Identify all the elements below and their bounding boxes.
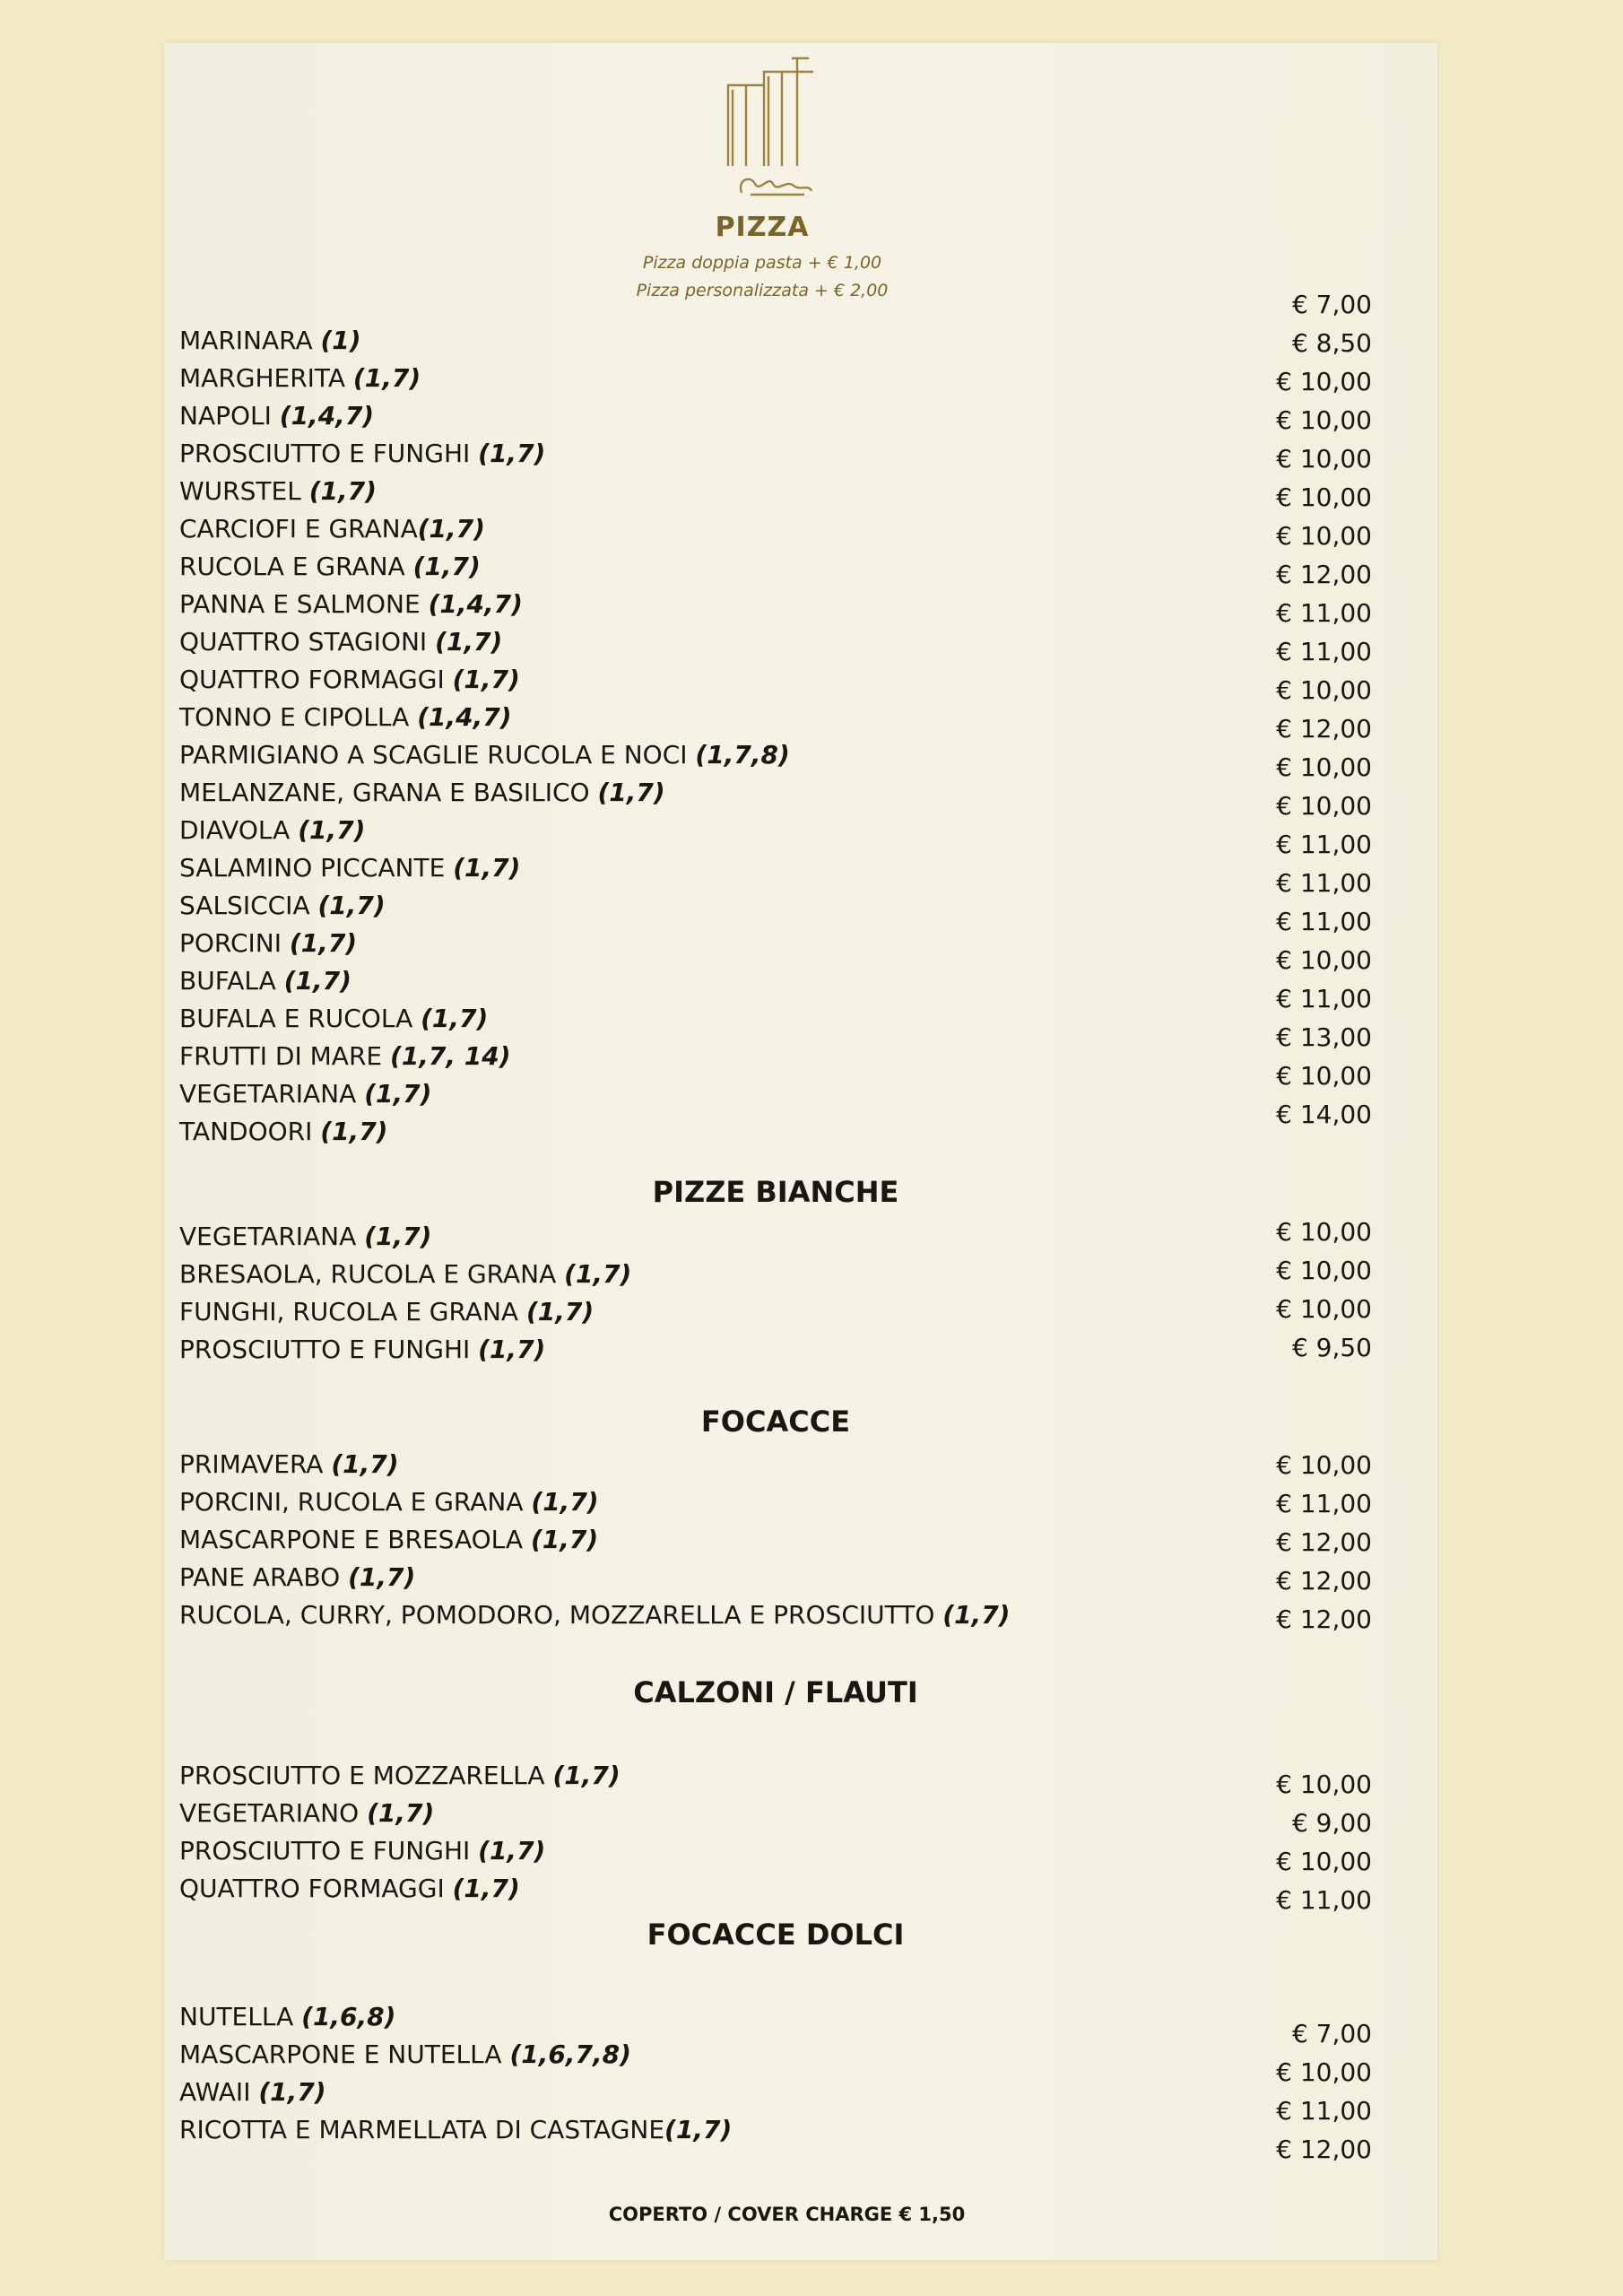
menu-item: PORCINI (1,7) [179, 928, 358, 958]
calzoni-prices [1276, 1765, 1372, 1919]
menu-item: WURSTEL (1,7) [179, 476, 377, 506]
menu-item: NUTELLA (1,6,8) [179, 2002, 396, 2031]
menu-item: PROSCIUTTO E FUNGHI (1,7) [179, 439, 546, 468]
menu-item: PROSCIUTTO E FUNGHI (1,7) [179, 1335, 546, 1364]
pizze-bianche-title: PIZZE BIANCHE [652, 1175, 899, 1209]
menu-item: MASCARPONE E NUTELLA (1,6,7,8) [179, 2039, 631, 2069]
double-dough-note: Pizza doppia pasta + € 1,00 [642, 253, 882, 273]
focacce-title: FOCACCE [700, 1405, 851, 1439]
price: € 11,00 [1276, 598, 1372, 628]
pizza-section-title: PIZZA [715, 212, 810, 243]
price: € 11,00 [1276, 907, 1372, 936]
price: € 10,00 [1276, 752, 1372, 782]
menu-item: QUATTRO FORMAGGI (1,7) [179, 665, 520, 694]
price: € 9,00 [1291, 1808, 1372, 1838]
menu-item: QUATTRO STAGIONI (1,7) [179, 627, 503, 657]
pizza-prices [1276, 285, 1372, 1134]
menu-item: MARINARA (1) [179, 326, 361, 355]
menu-item: QUATTRO FORMAGGI (1,7) [179, 1874, 520, 1903]
menu-item: PRIMAVERA (1,7) [179, 1449, 399, 1479]
price: € 10,00 [1276, 1217, 1372, 1247]
price: € 10,00 [1276, 367, 1372, 396]
price: € 10,00 [1276, 444, 1372, 474]
price: € 11,00 [1276, 984, 1372, 1013]
menu-item: BUFALA (1,7) [179, 966, 352, 996]
menu-item: AWAII (1,7) [179, 2077, 326, 2107]
price: € 12,00 [1276, 1566, 1372, 1596]
pizze-bianche-prices [1276, 1213, 1372, 1367]
focacce-dolci-prices [1276, 2014, 1372, 2169]
price: € 11,00 [1276, 637, 1372, 666]
menu-item: SALSICCIA (1,7) [179, 891, 386, 920]
menu-item: DIAVOLA (1,7) [179, 815, 366, 845]
focacce-dolci-title: FOCACCE DOLCI [647, 1918, 905, 1952]
menu-item: PORCINI, RUCOLA E GRANA (1,7) [179, 1487, 599, 1517]
menu-item: SALAMINO PICCANTE (1,7) [179, 853, 521, 883]
price: € 11,00 [1276, 1885, 1372, 1915]
menu-item: BRESAOLA, RUCOLA E GRANA (1,7) [179, 1259, 632, 1289]
price: € 10,00 [1276, 2057, 1372, 2087]
price: € 10,00 [1276, 1061, 1372, 1091]
menu-item: TONNO E CIPOLLA (1,4,7) [179, 702, 512, 732]
price: € 12,00 [1276, 2135, 1372, 2164]
price: € 7,00 [1291, 290, 1372, 319]
cover-charge: COPERTO / COVER CHARGE € 1,50 [608, 2204, 966, 2225]
menu-item: MARGHERITA (1,7) [179, 363, 421, 393]
price: € 10,00 [1276, 1450, 1372, 1480]
menu-item: FRUTTI DI MARE (1,7, 14) [179, 1041, 511, 1071]
price: € 12,00 [1276, 1605, 1372, 1634]
menu-item: MASCARPONE E BRESAOLA (1,7) [179, 1525, 599, 1554]
menu-item: PROSCIUTTO E FUNGHI (1,7) [179, 1836, 546, 1866]
price: € 14,00 [1276, 1100, 1372, 1129]
menu-item: FUNGHI, RUCOLA E GRANA (1,7) [179, 1297, 595, 1326]
menu-item: CARCIOFI E GRANA(1,7) [179, 514, 485, 544]
price: € 12,00 [1276, 560, 1372, 589]
price: € 11,00 [1276, 830, 1372, 859]
price: € 10,00 [1276, 1256, 1372, 1285]
price: € 10,00 [1276, 945, 1372, 975]
price: € 10,00 [1276, 405, 1372, 435]
calzoni-title: CALZONI / FLAUTI [633, 1675, 918, 1709]
price: € 13,00 [1276, 1022, 1372, 1052]
menu-item: PROSCIUTTO E MOZZARELLA (1,7) [179, 1761, 621, 1790]
price: € 8,50 [1291, 328, 1372, 358]
menu-item: VEGETARIANA (1,7) [179, 1079, 432, 1109]
price: € 7,00 [1291, 2019, 1372, 2048]
menu-item: PANNA E SALMONE (1,4,7) [179, 589, 523, 619]
custom-pizza-note: Pizza personalizzata + € 2,00 [636, 281, 889, 300]
price: € 10,00 [1276, 521, 1372, 551]
price: € 11,00 [1276, 868, 1372, 898]
menu-item: PARMIGIANO A SCAGLIE RUCOLA E NOCI (1,7,8) [179, 740, 790, 770]
menu-item: PANE ARABO (1,7) [179, 1562, 416, 1592]
price: € 12,00 [1276, 1527, 1372, 1557]
price: € 9,50 [1291, 1333, 1372, 1362]
menu-item: BUFALA E RUCOLA (1,7) [179, 1004, 489, 1033]
price: € 10,00 [1276, 1294, 1372, 1324]
price: € 10,00 [1276, 675, 1372, 705]
menu-item: RUCOLA, CURRY, POMODORO, MOZZARELLA E PROSCIUTTO (1,7) [179, 1600, 1011, 1630]
focacce-prices [1276, 1446, 1372, 1639]
price: € 12,00 [1276, 714, 1372, 744]
menu-item: RUCOLA E GRANA (1,7) [179, 552, 481, 581]
price: € 10,00 [1276, 791, 1372, 821]
focacce-items [179, 1446, 1010, 1634]
menu-item: TANDOORI (1,7) [179, 1117, 388, 1146]
menu-item: VEGETARIANA (1,7) [179, 1222, 432, 1251]
price: € 10,00 [1276, 1847, 1372, 1876]
pizza-items [179, 322, 790, 1151]
menu-item: VEGETARIANO (1,7) [179, 1798, 435, 1828]
price: € 11,00 [1276, 2096, 1372, 2126]
calzoni-items [179, 1757, 621, 1908]
menu-item: MELANZANE, GRANA E BASILICO (1,7) [179, 778, 665, 807]
menu-item: RICOTTA E MARMELLATA DI CASTAGNE(1,7) [179, 2115, 733, 2144]
price: € 10,00 [1276, 483, 1372, 512]
price: € 11,00 [1276, 1489, 1372, 1518]
price: € 10,00 [1276, 1770, 1372, 1799]
focacce-dolci-items [179, 1998, 732, 2149]
restaurant-logo [724, 49, 822, 202]
menu-item: NAPOLI (1,4,7) [179, 401, 375, 430]
pizze-bianche-items [179, 1218, 631, 1369]
